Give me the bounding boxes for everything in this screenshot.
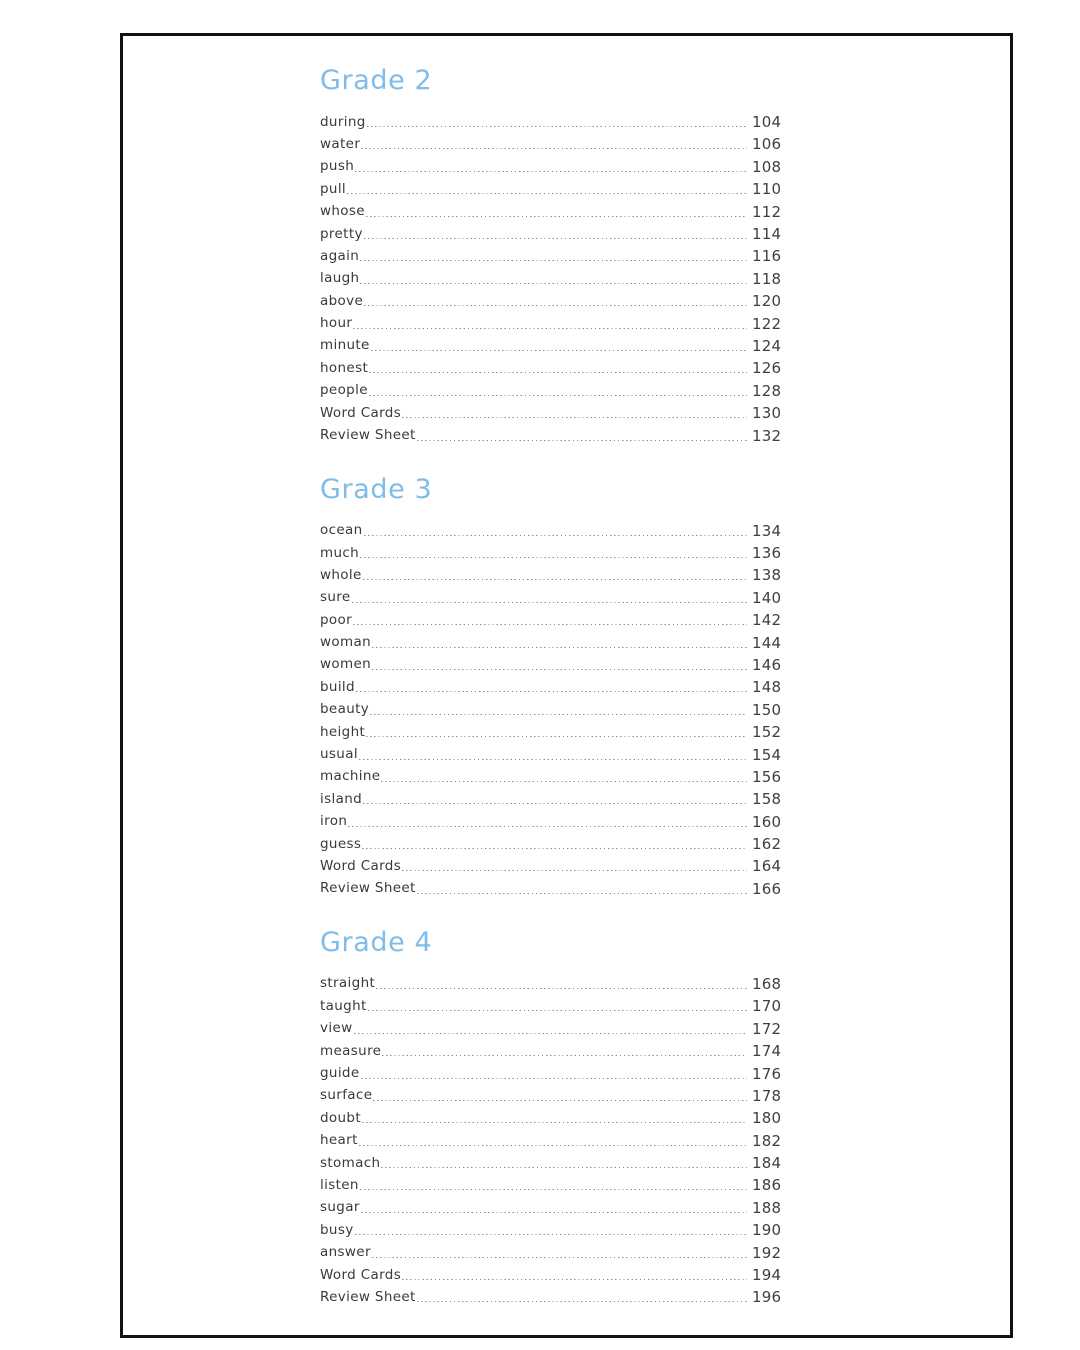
dot-leader [348, 817, 747, 829]
toc-entry-label: iron [320, 813, 348, 830]
toc-entry-page-number: 108 [752, 157, 782, 176]
toc-entry-label: surface [320, 1087, 373, 1104]
toc-entry[interactable] [320, 652, 790, 674]
dot-leader [366, 727, 747, 739]
toc-entry[interactable] [320, 265, 790, 287]
toc-entry-page-number: 150 [752, 700, 782, 719]
toc-entry-label: straight [320, 975, 376, 992]
toc-entry-label: busy [320, 1221, 354, 1238]
dot-leader [355, 1225, 747, 1237]
toc-entry-label: poor [320, 611, 353, 628]
toc-entry-page-number: 170 [752, 997, 782, 1016]
dot-leader [368, 1001, 747, 1013]
dot-leader [362, 1113, 747, 1125]
toc-entry-label: woman [320, 634, 372, 651]
toc-entry[interactable] [320, 674, 790, 696]
toc-entry-page-number: 138 [752, 566, 782, 585]
toc-entry-page-number: 106 [752, 135, 782, 154]
toc-entry-label: again [320, 247, 360, 264]
toc-entry[interactable] [320, 109, 790, 131]
toc-entry[interactable] [320, 1217, 790, 1239]
toc-entry-label: Review Sheet [320, 880, 416, 897]
dot-leader [361, 1203, 747, 1215]
toc-entry-page-number: 172 [752, 1019, 782, 1038]
toc-entry-page-number: 118 [752, 269, 782, 288]
dot-leader [362, 839, 747, 851]
dot-leader [417, 884, 747, 896]
toc-entry-label: whole [320, 566, 362, 583]
toc-entry[interactable] [320, 1284, 790, 1306]
toc-entry-page-number: 158 [752, 790, 782, 809]
toc-entry[interactable] [320, 562, 790, 584]
dot-leader [372, 1248, 747, 1260]
toc-section [320, 928, 790, 1307]
toc-entry[interactable] [320, 243, 790, 265]
toc-entry[interactable] [320, 355, 790, 377]
toc-entry[interactable] [320, 719, 790, 741]
toc-entry-label: much [320, 544, 360, 561]
toc-entry-page-number: 166 [752, 879, 782, 898]
toc-entry-label: laugh [320, 270, 360, 287]
toc-entry-label: above [320, 292, 364, 309]
dot-leader [369, 363, 747, 375]
dot-leader [359, 1136, 747, 1148]
section-title: Grade 2 [320, 65, 433, 96]
toc-entry-label: guide [320, 1065, 360, 1082]
toc-entry-label: build [320, 678, 355, 695]
toc-entry[interactable] [320, 1015, 790, 1037]
toc-entry[interactable] [320, 1105, 790, 1127]
toc-entry[interactable] [320, 993, 790, 1015]
toc-entry-page-number: 176 [752, 1064, 782, 1083]
dot-leader [402, 1270, 747, 1282]
toc-entry-page-number: 186 [752, 1176, 782, 1195]
toc-entry-label: stomach [320, 1154, 381, 1171]
toc-entry-page-number: 148 [752, 678, 782, 697]
toc-entry[interactable] [320, 786, 790, 808]
toc-entry-label: machine [320, 768, 381, 785]
toc-entry-label: Review Sheet [320, 427, 416, 444]
toc-entry-label: water [320, 135, 361, 152]
toc-entry-page-number: 136 [752, 544, 782, 563]
toc-entry[interactable] [320, 1127, 790, 1149]
toc-entry-label: sugar [320, 1199, 360, 1216]
toc-entry-page-number: 134 [752, 521, 782, 540]
toc-entry-label: Word Cards [320, 857, 402, 874]
toc-entry[interactable] [320, 1262, 790, 1284]
dot-leader [354, 1024, 748, 1036]
toc-entry-label: view [320, 1020, 353, 1037]
toc-entry-page-number: 178 [752, 1086, 782, 1105]
toc-entry-page-number: 174 [752, 1042, 782, 1061]
toc-entry-page-number: 142 [752, 611, 782, 630]
section-title: Grade 4 [320, 926, 433, 958]
dot-leader [360, 274, 747, 286]
toc-entry-page-number: 182 [752, 1131, 782, 1150]
toc-entry[interactable] [320, 288, 790, 310]
toc-entry-page-number: 156 [752, 767, 782, 786]
toc-entry-label: pull [320, 180, 347, 197]
toc-entry-label: island [320, 790, 363, 807]
toc-entry-page-number: 168 [752, 974, 782, 993]
toc-entry[interactable] [320, 221, 790, 243]
toc-entry-label: hour [320, 315, 353, 332]
toc-entry[interactable] [320, 310, 790, 332]
dot-leader [347, 184, 747, 196]
dot-leader [367, 117, 747, 129]
toc-entry[interactable] [320, 176, 790, 198]
toc-entry[interactable] [320, 1239, 790, 1261]
toc-entry-page-number: 128 [752, 381, 782, 400]
dot-leader [371, 341, 747, 353]
toc-entry-label: guess [320, 835, 362, 852]
toc-entry[interactable] [320, 153, 790, 175]
toc-entry-list [320, 109, 790, 445]
toc-entry-page-number: 194 [752, 1266, 782, 1285]
toc-entry[interactable] [320, 198, 790, 220]
dot-leader [361, 139, 747, 151]
dot-leader [360, 251, 747, 263]
toc-entry-page-number: 116 [752, 247, 782, 266]
toc-entry-label: heart [320, 1132, 358, 1149]
toc-entry-page-number: 188 [752, 1198, 782, 1217]
toc-entry-label: Review Sheet [320, 1288, 416, 1305]
dot-leader [364, 526, 747, 538]
toc-section [320, 475, 790, 898]
toc-entry-page-number: 154 [752, 745, 782, 764]
dot-leader [381, 772, 747, 784]
toc-entry-label: whose [320, 203, 365, 220]
toc-entry-page-number: 164 [752, 857, 782, 876]
toc-section [320, 66, 790, 445]
toc-entry[interactable] [320, 1038, 790, 1060]
dot-leader [352, 593, 747, 605]
dot-leader [402, 861, 747, 873]
toc-entry-label: minute [320, 337, 370, 354]
toc-entry-page-number: 122 [752, 314, 782, 333]
toc-entry[interactable] [320, 1060, 790, 1082]
toc-entry-page-number: 146 [752, 655, 782, 674]
toc-entry[interactable] [320, 808, 790, 830]
dot-leader [369, 386, 747, 398]
dot-leader [417, 1292, 747, 1304]
toc-entry[interactable] [320, 853, 790, 875]
toc-entry-page-number: 104 [752, 113, 782, 132]
dot-leader [370, 705, 747, 717]
toc-entry[interactable] [320, 377, 790, 399]
toc-entry-page-number: 130 [752, 404, 782, 423]
dot-leader [363, 570, 747, 582]
toc-entry-page-number: 192 [752, 1243, 782, 1262]
dot-leader [417, 431, 747, 443]
toc-entry[interactable] [320, 584, 790, 606]
toc-entry-page-number: 110 [752, 180, 782, 199]
toc-entry-page-number: 124 [752, 336, 782, 355]
dot-leader [361, 1069, 747, 1081]
toc-entry-list [320, 971, 790, 1307]
dot-leader [363, 794, 747, 806]
toc-entry-page-number: 140 [752, 588, 782, 607]
toc-entry[interactable] [320, 422, 790, 444]
toc-entry-label: taught [320, 997, 367, 1014]
toc-entry[interactable] [320, 333, 790, 355]
section-title: Grade 3 [320, 473, 433, 505]
toc-entry[interactable] [320, 517, 790, 539]
toc-entry-label: Word Cards [320, 1266, 402, 1283]
toc-entry-label: pretty [320, 225, 363, 242]
toc-entry-label: doubt [320, 1109, 361, 1126]
page-frame [120, 33, 1013, 1338]
dot-leader [353, 615, 747, 627]
toc-entry[interactable] [320, 764, 790, 786]
toc-entry[interactable] [320, 629, 790, 651]
toc-entry[interactable] [320, 1194, 790, 1216]
toc-entry[interactable] [320, 1083, 790, 1105]
toc-entry-label: measure [320, 1042, 382, 1059]
toc-entry[interactable] [320, 875, 790, 897]
dot-leader [353, 319, 747, 331]
toc-entry-page-number: 126 [752, 359, 782, 378]
toc-entry-page-number: 184 [752, 1154, 782, 1173]
dot-leader [381, 1158, 747, 1170]
toc-entry-label: during [320, 113, 366, 130]
dot-leader [373, 1091, 747, 1103]
toc-entry-page-number: 180 [752, 1109, 782, 1128]
toc-entry-label: people [320, 382, 368, 399]
toc-entry-page-number: 114 [752, 225, 782, 244]
toc-entry[interactable] [320, 1150, 790, 1172]
toc-entry[interactable] [320, 607, 790, 629]
toc-entry[interactable] [320, 696, 790, 718]
toc-entry-label: push [320, 158, 355, 175]
dot-leader [364, 296, 747, 308]
toc-entry-label: answer [320, 1244, 371, 1261]
toc-entry[interactable] [320, 1172, 790, 1194]
toc-entry-page-number: 132 [752, 426, 782, 445]
toc-entry-page-number: 144 [752, 633, 782, 652]
toc-entry-label: ocean [320, 522, 363, 539]
dot-leader [359, 750, 747, 762]
toc-entry[interactable] [320, 741, 790, 763]
toc-entry-label: beauty [320, 701, 370, 718]
toc-entry-page-number: 152 [752, 723, 782, 742]
toc-entry-label: usual [320, 746, 358, 763]
toc-entry-page-number: 112 [752, 202, 782, 221]
dot-leader [372, 660, 747, 672]
dot-leader [372, 638, 747, 650]
toc-entry-page-number: 190 [752, 1221, 782, 1240]
toc-entry[interactable] [320, 540, 790, 562]
toc-entry[interactable] [320, 831, 790, 853]
dot-leader [360, 1180, 747, 1192]
dot-leader [364, 229, 747, 241]
dot-leader [355, 162, 747, 174]
toc-entry-label: sure [320, 589, 351, 606]
toc-entry[interactable] [320, 971, 790, 993]
toc-entry-page-number: 162 [752, 835, 782, 854]
toc-entry-page-number: 120 [752, 292, 782, 311]
toc-entry-label: honest [320, 359, 369, 376]
table-of-contents [320, 66, 790, 1306]
dot-leader [376, 979, 747, 991]
toc-entry-label: women [320, 656, 372, 673]
toc-entry[interactable] [320, 400, 790, 422]
toc-entry-page-number: 196 [752, 1288, 782, 1307]
dot-leader [356, 682, 747, 694]
dot-leader [366, 207, 747, 219]
dot-leader [402, 408, 747, 420]
toc-entry-page-number: 160 [752, 812, 782, 831]
toc-entry-label: height [320, 723, 366, 740]
toc-entry-label: Word Cards [320, 404, 402, 421]
dot-leader [360, 548, 747, 560]
toc-entry-label: listen [320, 1176, 359, 1193]
dot-leader [382, 1046, 747, 1058]
toc-entry[interactable] [320, 131, 790, 153]
toc-entry-list [320, 517, 790, 898]
